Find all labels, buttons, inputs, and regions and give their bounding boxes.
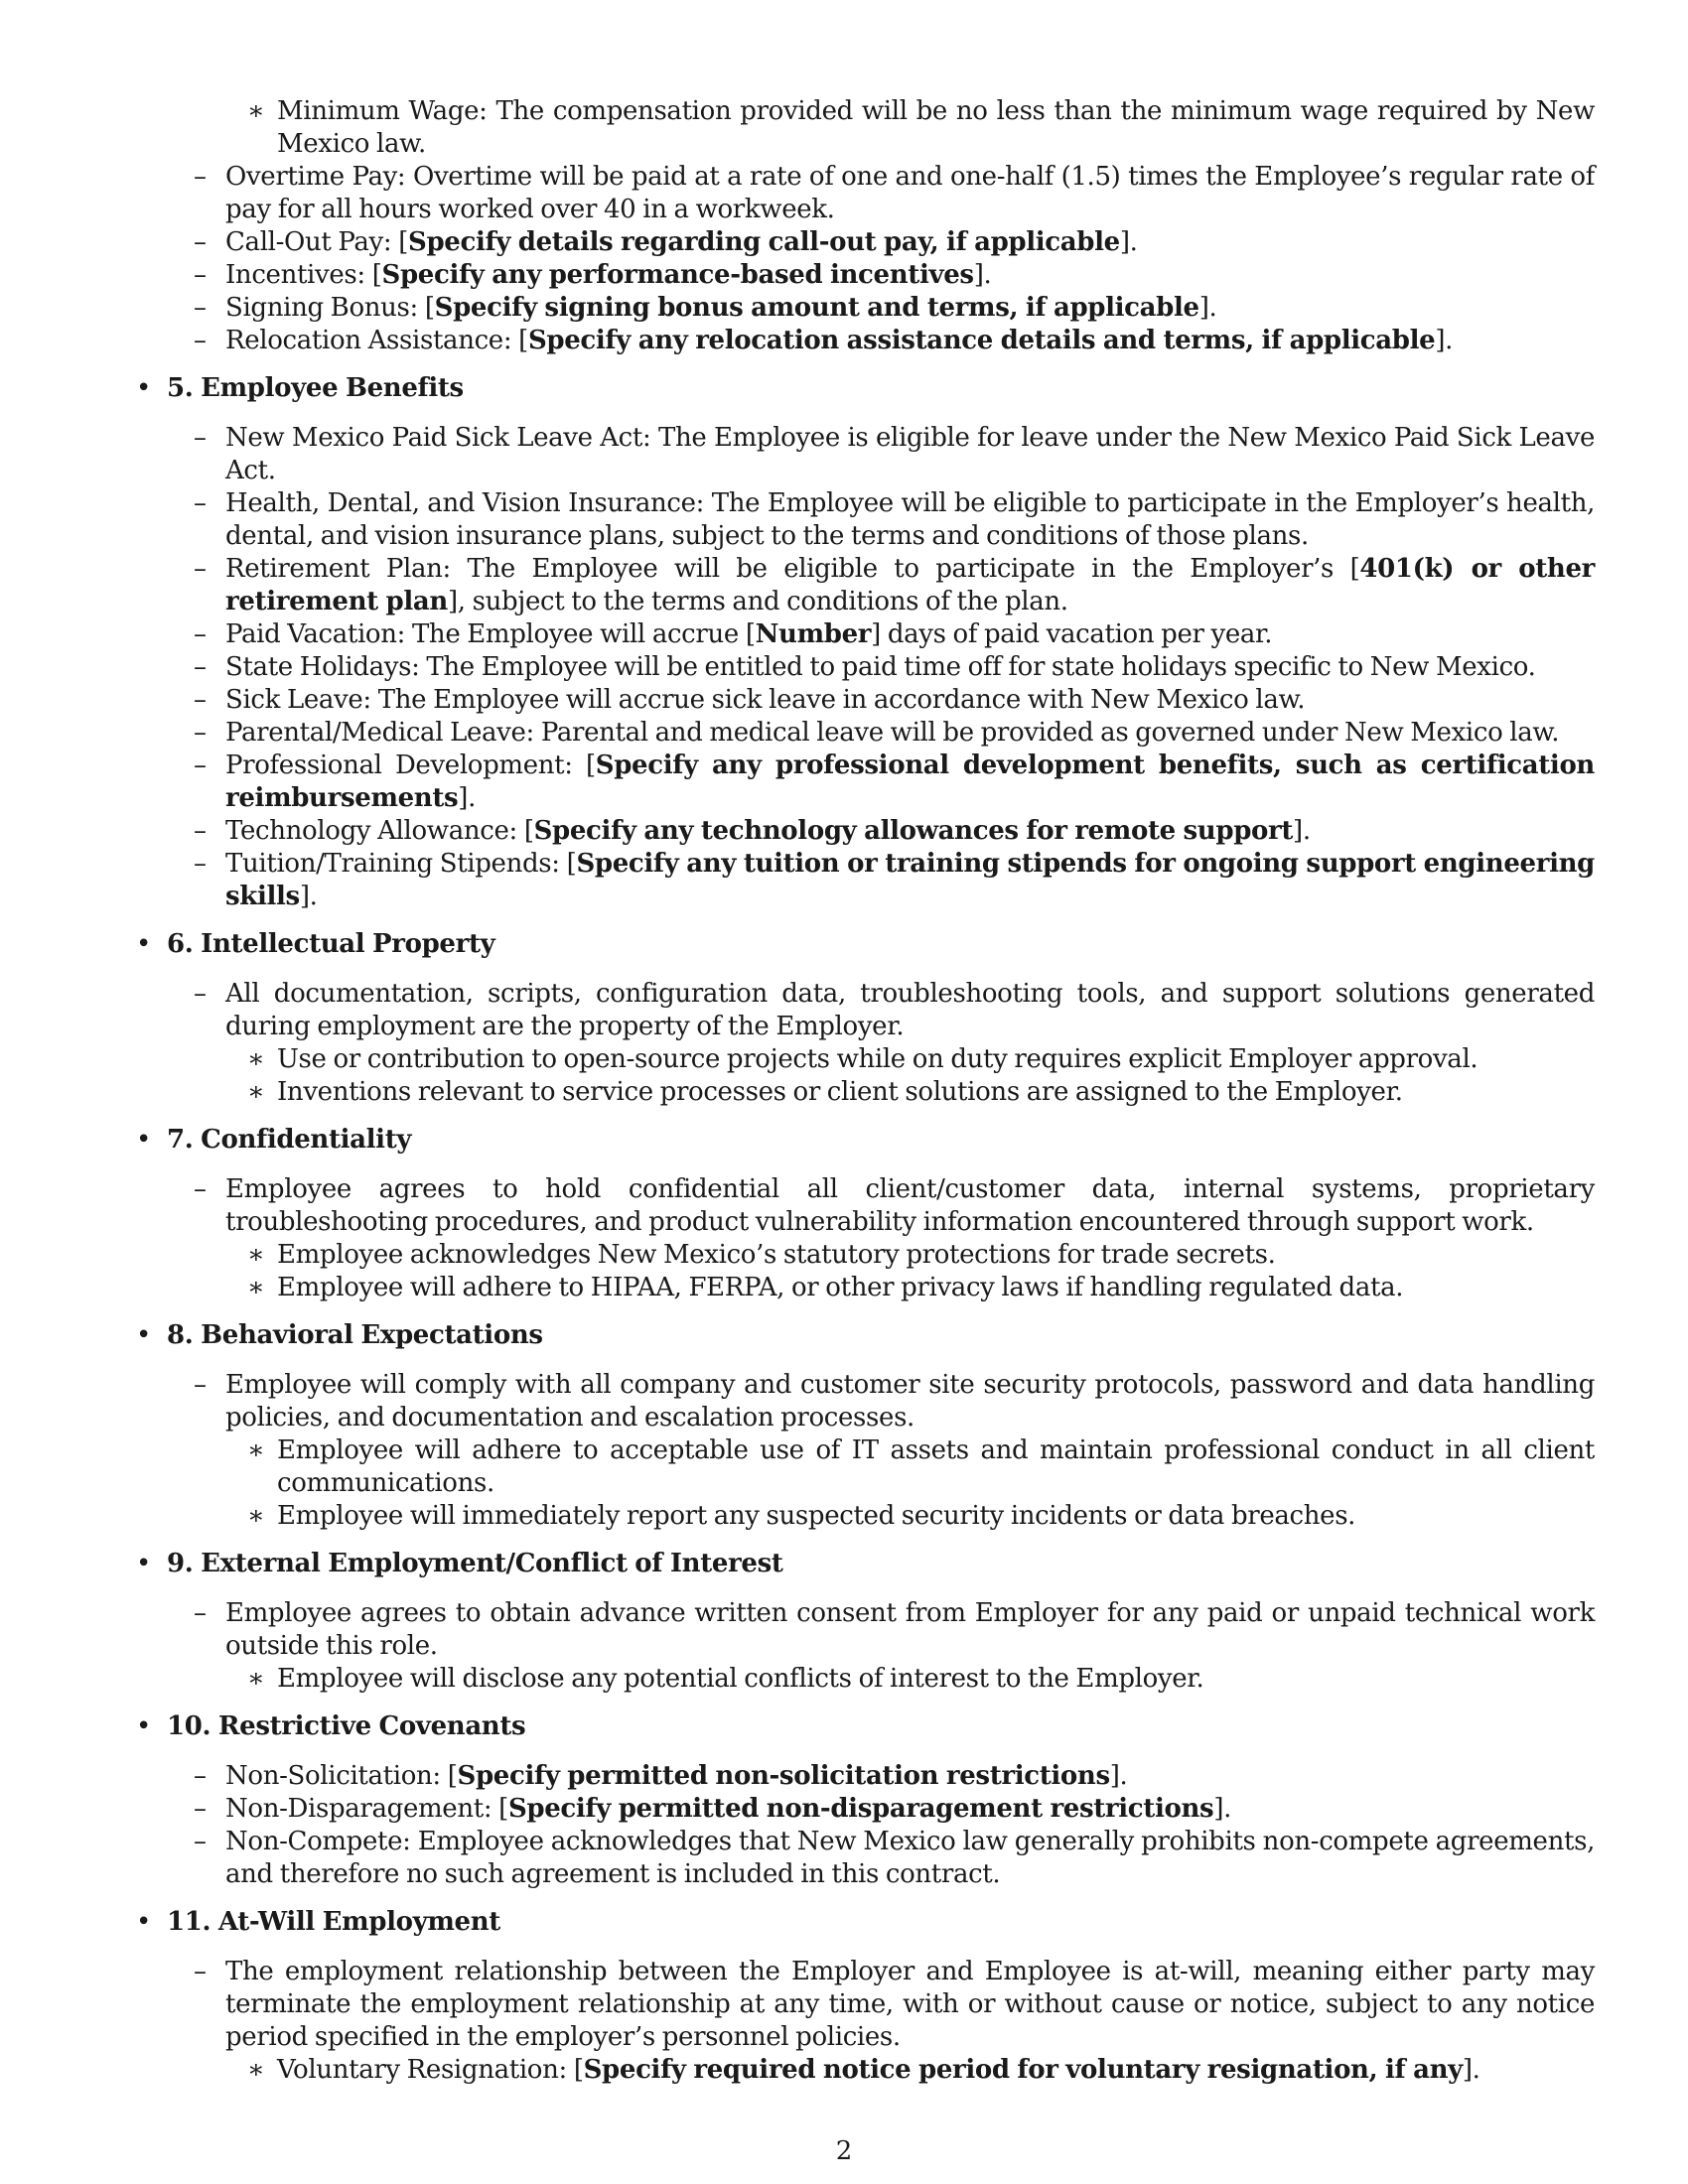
- item-text: ].: [1198, 293, 1217, 323]
- item-text: Tuition/Training Stipends: [: [225, 849, 577, 879]
- item-text: Employee acknowledges New Mexico’s statutory protections for trade secrets.: [277, 1240, 1276, 1270]
- item-text: 5. Employee Benefits: [167, 373, 464, 403]
- acceptable-use-item: [129, 1434, 1595, 1500]
- placeholder-text: Specify any professional development benefits, such as certification reimbursements: [225, 751, 1595, 813]
- retirement-plan-item: [129, 553, 1595, 618]
- item-text: Incentives: [: [225, 260, 382, 290]
- item-text: ].: [299, 882, 318, 911]
- item-text: Employee will comply with all company and customer site security protocols, password and data handling policies, and documentation and escalation processes.: [225, 1370, 1595, 1433]
- placeholder-text: Specify signing bonus amount and terms, if applicable: [434, 293, 1199, 323]
- overtime-pay-item: [129, 161, 1595, 226]
- item-text: ], subject to the terms and conditions of the plan.: [447, 587, 1068, 616]
- item-text: Employee will disclose any potential conflicts of interest to the Employer.: [277, 1664, 1204, 1694]
- item-text: Non-Compete: Employee acknowledges that New Mexico law generally prohibits non-compete agreements, and therefore no such agreement is included in this contract.: [225, 1827, 1595, 1889]
- parental-medical-leave-item: [129, 717, 1595, 750]
- non-disparagement-item: [129, 1793, 1595, 1826]
- item-text: ] days of paid vacation per year.: [871, 619, 1273, 649]
- item-text: ].: [1462, 2055, 1480, 2085]
- item-text: 11. At-Will Employment: [167, 1907, 500, 1937]
- trade-secrets-item: [129, 1239, 1595, 1272]
- item-text: Minimum Wage: The compensation provided will be no less than the minimum wage required by New Mexico law.: [277, 96, 1595, 159]
- item-text: Employee will adhere to acceptable use of IT assets and maintain professional conduct in all client communications.: [277, 1435, 1595, 1498]
- item-text: Employee will immediately report any suspected security incidents or data breaches.: [277, 1501, 1356, 1531]
- paid-vacation-item: [129, 618, 1595, 651]
- item-text: Sick Leave: The Employee will accrue sick leave in accordance with New Mexico law.: [225, 685, 1306, 715]
- security-protocols-item: [129, 1369, 1595, 1434]
- item-text: 7. Confidentiality: [167, 1125, 412, 1155]
- item-text: ].: [1435, 326, 1454, 355]
- relocation-assistance-item: [129, 325, 1595, 357]
- item-text: ].: [1119, 227, 1138, 257]
- item-text: The employment relationship between the Employer and Employee is at-will, meaning either party may terminate the employment relationship at any time, with or without cause or notice, subject to any notice period specified in the employer’s personnel policies.: [225, 1957, 1595, 2052]
- item-text: 6. Intellectual Property: [167, 929, 495, 959]
- placeholder-text: Specify any performance-based incentives: [381, 260, 974, 290]
- non-compete-item: [129, 1826, 1595, 1891]
- item-text: Employee agrees to hold confidential all client/customer data, internal systems, proprietary troubleshooting procedures, and product vulnerability information encountered through support work.: [225, 1174, 1595, 1237]
- inventions-item: [129, 1076, 1595, 1109]
- section-5-heading: [129, 372, 1595, 405]
- item-text: Overtime Pay: Overtime will be paid at a rate of one and one-half (1.5) times the Employee’s regular rate of pay for all hours worked over 40 in a workweek.: [225, 162, 1595, 224]
- paid-sick-leave-act-item: [129, 422, 1595, 487]
- item-text: Relocation Assistance: [: [225, 326, 528, 355]
- page-number: 2: [835, 2136, 853, 2166]
- placeholder-text: Number: [755, 619, 872, 649]
- item-text: All documentation, scripts, configuration data, troubleshooting tools, and support solutions generated during employment are the property of the Employer.: [225, 979, 1595, 1041]
- item-text: ].: [1109, 1761, 1128, 1791]
- professional-development-item: [129, 750, 1595, 815]
- item-text: 8. Behavioral Expectations: [167, 1320, 543, 1350]
- placeholder-text: Specify any tuition or training stipends for ongoing support engineering skills: [225, 849, 1595, 911]
- section-11-heading: [129, 1906, 1595, 1939]
- placeholder-text: Specify permitted non-solicitation restrictions: [457, 1761, 1110, 1791]
- section-10-heading: [129, 1710, 1595, 1743]
- open-source-item: [129, 1043, 1595, 1076]
- outside-work-consent-item: [129, 1597, 1595, 1663]
- item-text: ].: [973, 260, 992, 290]
- voluntary-resignation-item: [129, 2054, 1595, 2087]
- contract-body: [129, 95, 1595, 2087]
- placeholder-text: 401(k) or other retirement plan: [225, 554, 1596, 616]
- item-text: 9. External Employment/Conflict of Interest: [167, 1549, 783, 1578]
- item-text: Signing Bonus: [: [225, 293, 435, 323]
- section-6-heading: [129, 928, 1595, 961]
- item-text: Employee agrees to obtain advance written consent from Employer for any paid or unpaid technical work outside this role.: [225, 1598, 1595, 1661]
- item-text: Call-Out Pay: [: [225, 227, 409, 257]
- item-text: Employee will adhere to HIPAA, FERPA, or other privacy laws if handling regulated data.: [277, 1273, 1404, 1302]
- tuition-training-item: [129, 848, 1595, 913]
- signing-bonus-item: [129, 292, 1595, 325]
- item-text: Non-Disparagement: [: [225, 1794, 508, 1824]
- technology-allowance-item: [129, 815, 1595, 848]
- report-incidents-item: [129, 1500, 1595, 1533]
- placeholder-text: Specify permitted non-disparagement restrictions: [507, 1794, 1214, 1824]
- call-out-pay-item: [129, 226, 1595, 259]
- item-text: Non-Solicitation: [: [225, 1761, 458, 1791]
- item-text: Health, Dental, and Vision Insurance: The Employee will be eligible to participate in the Employer’s health, dental, and vision insurance plans, subject to the terms and conditions of those plans.: [225, 488, 1595, 551]
- placeholder-text: Specify details regarding call-out pay, if applicable: [408, 227, 1120, 257]
- item-text: Retirement Plan: The Employee will be eligible to participate in the Employer’s [: [225, 554, 1360, 584]
- non-solicitation-item: [129, 1760, 1595, 1793]
- placeholder-text: Specify any relocation assistance details and terms, if applicable: [527, 326, 1436, 355]
- item-text: Professional Development: [: [225, 751, 596, 780]
- item-text: New Mexico Paid Sick Leave Act: The Employee is eligible for leave under the New Mexico Paid Sick Leave Act.: [225, 423, 1595, 485]
- item-text: Technology Allowance: [: [225, 816, 534, 846]
- item-text: 10. Restrictive Covenants: [167, 1711, 526, 1741]
- section-7-heading: [129, 1124, 1595, 1157]
- item-text: ].: [458, 783, 477, 813]
- item-text: ].: [1213, 1794, 1232, 1824]
- insurance-item: [129, 487, 1595, 553]
- state-holidays-item: [129, 651, 1595, 684]
- item-text: Use or contribution to open-source projects while on duty requires explicit Employer approval.: [277, 1044, 1478, 1074]
- privacy-laws-item: [129, 1272, 1595, 1304]
- item-text: Parental/Medical Leave: Parental and medical leave will be provided as governed under New Mexico law.: [225, 718, 1560, 748]
- section-9-heading: [129, 1548, 1595, 1580]
- conflicts-disclosure-item: [129, 1663, 1595, 1696]
- item-text: Inventions relevant to service processes or client solutions are assigned to the Employer.: [277, 1077, 1403, 1107]
- incentives-item: [129, 259, 1595, 292]
- item-text: Voluntary Resignation: [: [277, 2055, 584, 2085]
- section-8-heading: [129, 1319, 1595, 1352]
- placeholder-text: Specify required notice period for voluntary resignation, if any: [583, 2055, 1463, 2085]
- item-text: Paid Vacation: The Employee will accrue [: [225, 619, 756, 649]
- confidential-data-item: [129, 1173, 1595, 1239]
- item-text: State Holidays: The Employee will be entitled to paid time off for state holidays specific to New Mexico.: [225, 652, 1536, 682]
- item-text: ].: [1293, 816, 1311, 846]
- minimum-wage-item: [129, 95, 1595, 161]
- placeholder-text: Specify any technology allowances for remote support: [533, 816, 1294, 846]
- sick-leave-item: [129, 684, 1595, 717]
- ip-ownership-item: [129, 978, 1595, 1043]
- at-will-item: [129, 1956, 1595, 2054]
